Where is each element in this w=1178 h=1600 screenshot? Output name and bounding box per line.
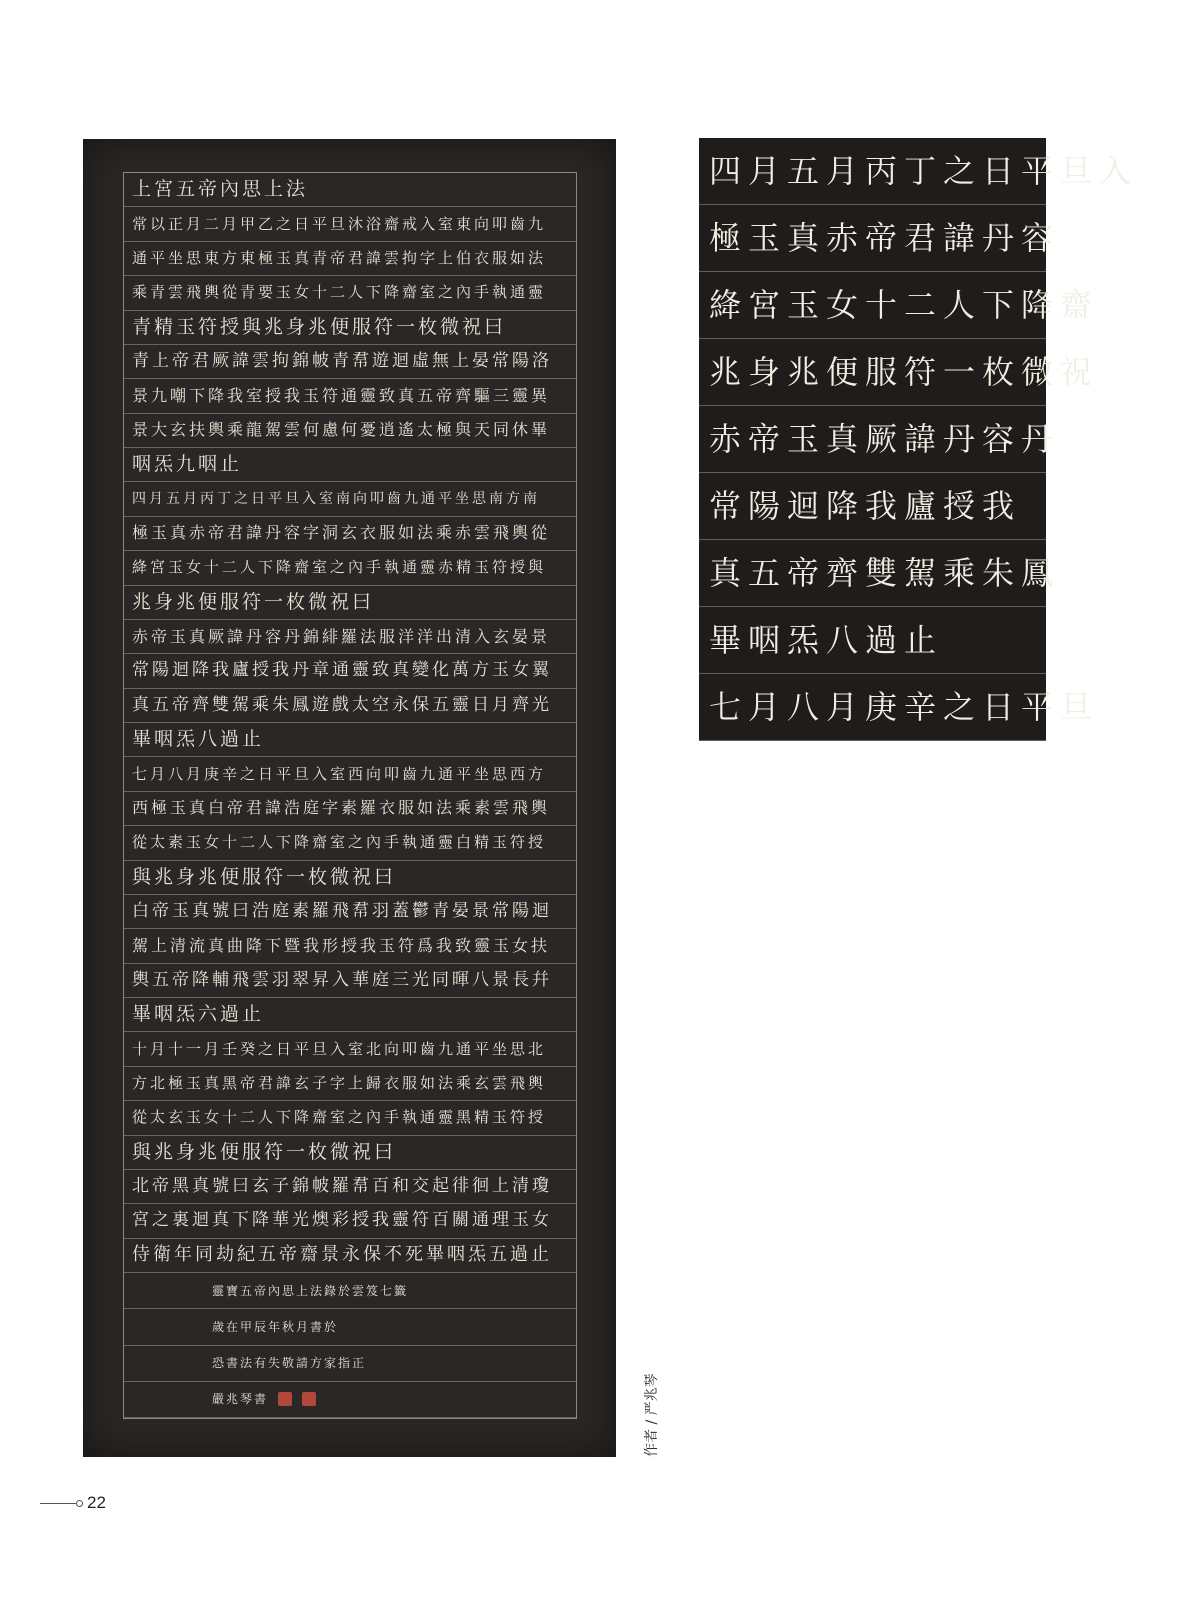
colophon-row [124,1273,576,1309]
page-rule [40,1503,76,1504]
detail-row-text: 兆身兆便服符一枚微祝 [709,353,1100,391]
scroll-row [124,1239,576,1273]
colophon-text: 歲在甲辰年秋月書於 [212,1319,339,1334]
scroll-row-text: 駕上清流真曲降下暨我形授我玉符爲我致靈玉女扶 [132,935,551,955]
scroll-row-text: 青精玉符授與兆身兆便服符一枚微祝曰 [132,315,507,338]
colophon-text: 嚴兆琴書 [212,1392,269,1407]
scroll-row [124,276,576,310]
scroll-row [124,620,576,654]
detail-row [699,406,1061,473]
scroll-row-text: 畢咽炁八過止 [132,728,265,751]
scroll-row [124,895,576,929]
scroll-row [124,207,576,241]
scroll-row-text: 畢咽炁六過止 [132,1003,265,1026]
scroll-row-text: 乘青雲飛輿從青要玉女十二人下降齋室之內手執通靈 [132,283,547,302]
scroll-row [124,998,576,1032]
detail-row [699,607,1046,674]
scroll-row-text: 輿五帝降輔飛雲羽翠昇入華庭三光同暉八景長幷 [132,969,552,990]
scroll-row [124,173,576,207]
scroll-row-text: 西極玉真白帝君諱浩庭字素羅衣服如法乘素雲飛輿 [132,798,551,818]
scroll-row-text: 方北極玉真黑帝君諱玄子字上歸衣服如法乘玄雲飛輿 [132,1073,547,1092]
scroll-row [124,826,576,860]
scroll-row [124,1067,576,1101]
colophon-text: 恐書法有失敬請方家指正 [212,1356,367,1371]
scroll-row [124,723,576,757]
scroll-row [124,861,576,895]
scroll-row [124,689,576,723]
scroll-frame [123,172,577,1419]
scroll-row-text: 絳宮玉女十二人下降齋室之內手執通靈赤精玉符授與 [132,558,547,577]
scroll-row-text: 兆身兆便服符一枚微祝曰 [132,590,375,613]
scroll-row-text: 七月八月庚辛之日平旦入室西向叩齒九通平坐思西方 [132,764,547,783]
scroll-row-text: 青上帝君厥諱雲拘錦帔青帬遊迴虛無上晏常陽洛 [132,351,552,372]
colophon-row [124,1346,576,1382]
scroll-row-text: 赤帝玉真厥諱丹容丹錦緋羅法服洋洋出清入玄晏景 [132,626,551,646]
detail-row-text: 極玉真赤帝君諱丹容 [709,219,1061,257]
detail-row [699,473,1046,540]
detail-row [699,674,1100,741]
scroll-row-text: 上宮五帝內思上法 [132,178,309,201]
scroll-row-text: 北帝黑真號曰玄子錦帔羅帬百和交起徘徊上清瓊 [132,1176,552,1197]
author-caption-text: 作者 / 严兆琴 [644,1373,660,1457]
scroll-row [124,654,576,688]
scroll-row-text: 十月十一月壬癸之日平旦入室北向叩齒九通平坐思北 [132,1039,547,1058]
scroll-row [124,311,576,345]
scroll-row [124,1170,576,1204]
detail-row-text: 赤帝玉真厥諱丹容丹 [709,420,1061,458]
scroll-row-text: 白帝玉真號曰浩庭素羅飛帬羽蓋鬱青晏景常陽迴 [132,901,552,922]
page-number-text: 22 [87,1493,106,1512]
scroll-row [124,482,576,516]
scroll-row-text: 從太素玉女十二人下降齋室之內手執通靈白精玉符授 [132,833,547,852]
colophon-row [124,1382,576,1418]
scroll-row-text: 常陽迴降我廬授我丹章通靈致真變化萬方玉女翼 [132,660,552,681]
detail-row-text: 四月五月丙丁之日平旦入 [709,152,1139,190]
scroll-row-text: 從太玄玉女十二人下降齋室之內手執通靈黑精玉符授 [132,1108,547,1127]
scroll-row [124,586,576,620]
detail-row [699,339,1100,406]
scroll-row-text: 與兆身兆便服符一枚微祝曰 [132,1140,397,1163]
detail-row-text: 常陽迴降我廬授我 [709,487,1022,525]
detail-row-text: 真五帝齊雙駕乘朱鳳 [709,554,1061,592]
scroll-row [124,1204,576,1238]
scroll-row-text: 侍衛年同劫紀五帝齋景永保不死畢咽炁五過止 [132,1244,552,1266]
scroll-row [124,757,576,791]
detail-row [699,540,1061,607]
seal-stamp [278,1392,292,1406]
scroll-row-text: 常以正月二月甲乙之日平旦沐浴齋戒入室東向叩齒九 [132,214,547,233]
scroll-row-text: 景九嘲下降我室授我玉符通靈致真五帝齊驅三靈異 [132,385,551,405]
scroll-row-text: 極玉真赤帝君諱丹容字洞玄衣服如法乘赤雲飛輿從 [132,523,551,543]
scroll-row [124,345,576,379]
colophon-row [124,1309,576,1345]
page-dot-icon [76,1500,83,1507]
scroll-row [124,379,576,413]
page-number [40,1493,106,1513]
detail-row [699,272,1100,339]
scroll-row [124,242,576,276]
scroll-row [124,1101,576,1135]
scroll-row [124,517,576,551]
scroll-row [124,448,576,482]
author-caption [641,1365,661,1457]
scroll-row [124,792,576,826]
detail-row [699,205,1061,272]
scroll-row-text: 真五帝齊雙駕乘朱鳳遊戲太空永保五靈日月齊光 [132,694,552,715]
scroll-row [124,551,576,585]
scroll-row-text: 通平坐思東方東極玉真青帝君諱雲拘字上伯衣服如法 [132,248,547,267]
scroll-row [124,1032,576,1066]
detail-row-text: 畢咽炁八過止 [709,621,944,659]
seal-stamp [302,1392,316,1406]
calligraphy-detail [699,138,1139,741]
scroll-row [124,1136,576,1170]
colophon-text: 靈寶五帝內思上法錄於雲笈七籤 [212,1283,409,1298]
calligraphy-scroll [83,139,616,1457]
scroll-row [124,964,576,998]
scroll-row [124,414,576,448]
detail-row-text: 絳宮玉女十二人下降齋 [709,286,1100,324]
detail-row-text: 七月八月庚辛之日平旦 [709,688,1100,726]
scroll-row-text: 宮之裏迴真下降華光燠彩授我靈符百關通理玉女 [132,1210,552,1231]
scroll-row-text: 咽炁九咽止 [132,453,243,476]
detail-row [699,138,1139,205]
scroll-row-text: 四月五月丙丁之日平旦入室南向叩齒九通平坐思南方南 [132,491,540,508]
scroll-row [124,929,576,963]
scroll-row-text: 與兆身兆便服符一枚微祝曰 [132,865,397,888]
scroll-row-text: 景大玄扶輿乘龍駕雲何慮何憂逍遙太極與天同休畢 [132,420,551,440]
